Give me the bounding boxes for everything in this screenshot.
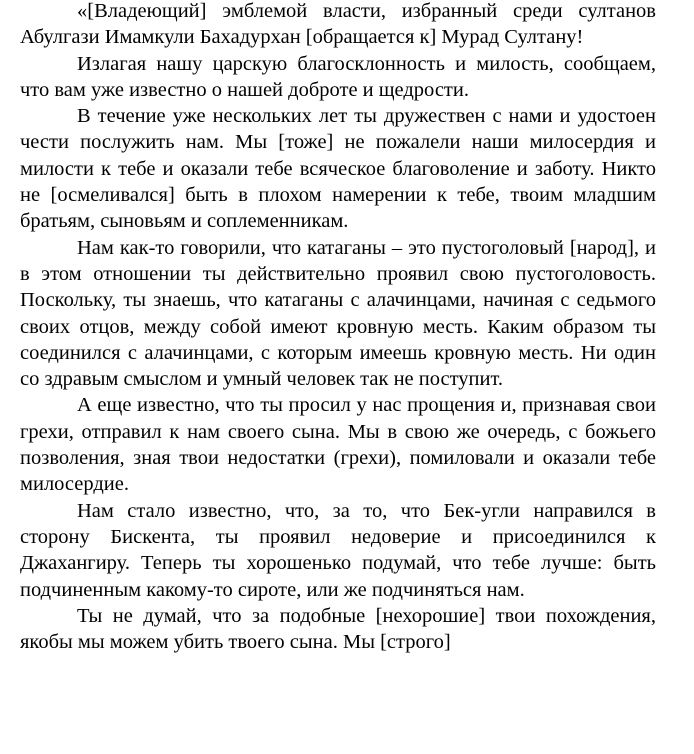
paragraph-4: Нам как-то говорили, что катаганы – это пустоголовый [народ], и в этом отношении ты действительно проявил свою пустоголовость. Поскольку, ты знаешь, что катаганы с алачинцами, начиная с седьмого своих отцов, между собой имеют кровную месть. Каким образом ты соединился с алачинцами, с которым имеешь кровную месть. Ни один со здравым смыслом и умный человек так не поступит. [20,236,656,391]
paragraph-7: Ты не думай, что за подобные [нехорошие] твои похождения, якобы мы можем убить твоего сына. Мы [строго] [20,604,656,654]
paragraph-3: В течение уже нескольких лет ты дружествен с нами и удостоен чести послужить нам. Мы [тоже] не пожалели наши милосердия и милости к тебе и оказали тебе всяческое благоволение и заботу. Никто не [осмеливался] быть в плохом намерении к тебе, твоим младшим братьям, сыновьям и соплеменникам. [20,105,656,233]
document-page [20,0,656,655]
paragraph-5: А еще известно, что ты просил у нас прощения и, признавая свои грехи, отправил к нам своего сына. Мы в свою же очередь, с божьего позволения, зная твои недостатки (грехи), помиловали и оказали тебе милосердие. [20,394,656,496]
paragraph-6: Нам стало известно, что, за то, что Бек-угли направился в сторону Бискента, ты проявил недоверие и присоединился к Джахангиру. Теперь ты хорошенько подумай, что тебе лучше: быть подчиненным какому-то сироте, или же подчиняться нам. [20,499,656,601]
paragraph-salutation: «[Владеющий] эмблемой власти, избранный среди султанов Абулгази Имамкули Бахадурхан [обращается к] Мурад Султану! [20,0,656,49]
paragraph-2: Излагая нашу царскую благосклонность и милость, сообщаем, что вам уже известно о нашей доброте и щедрости. [20,52,656,101]
